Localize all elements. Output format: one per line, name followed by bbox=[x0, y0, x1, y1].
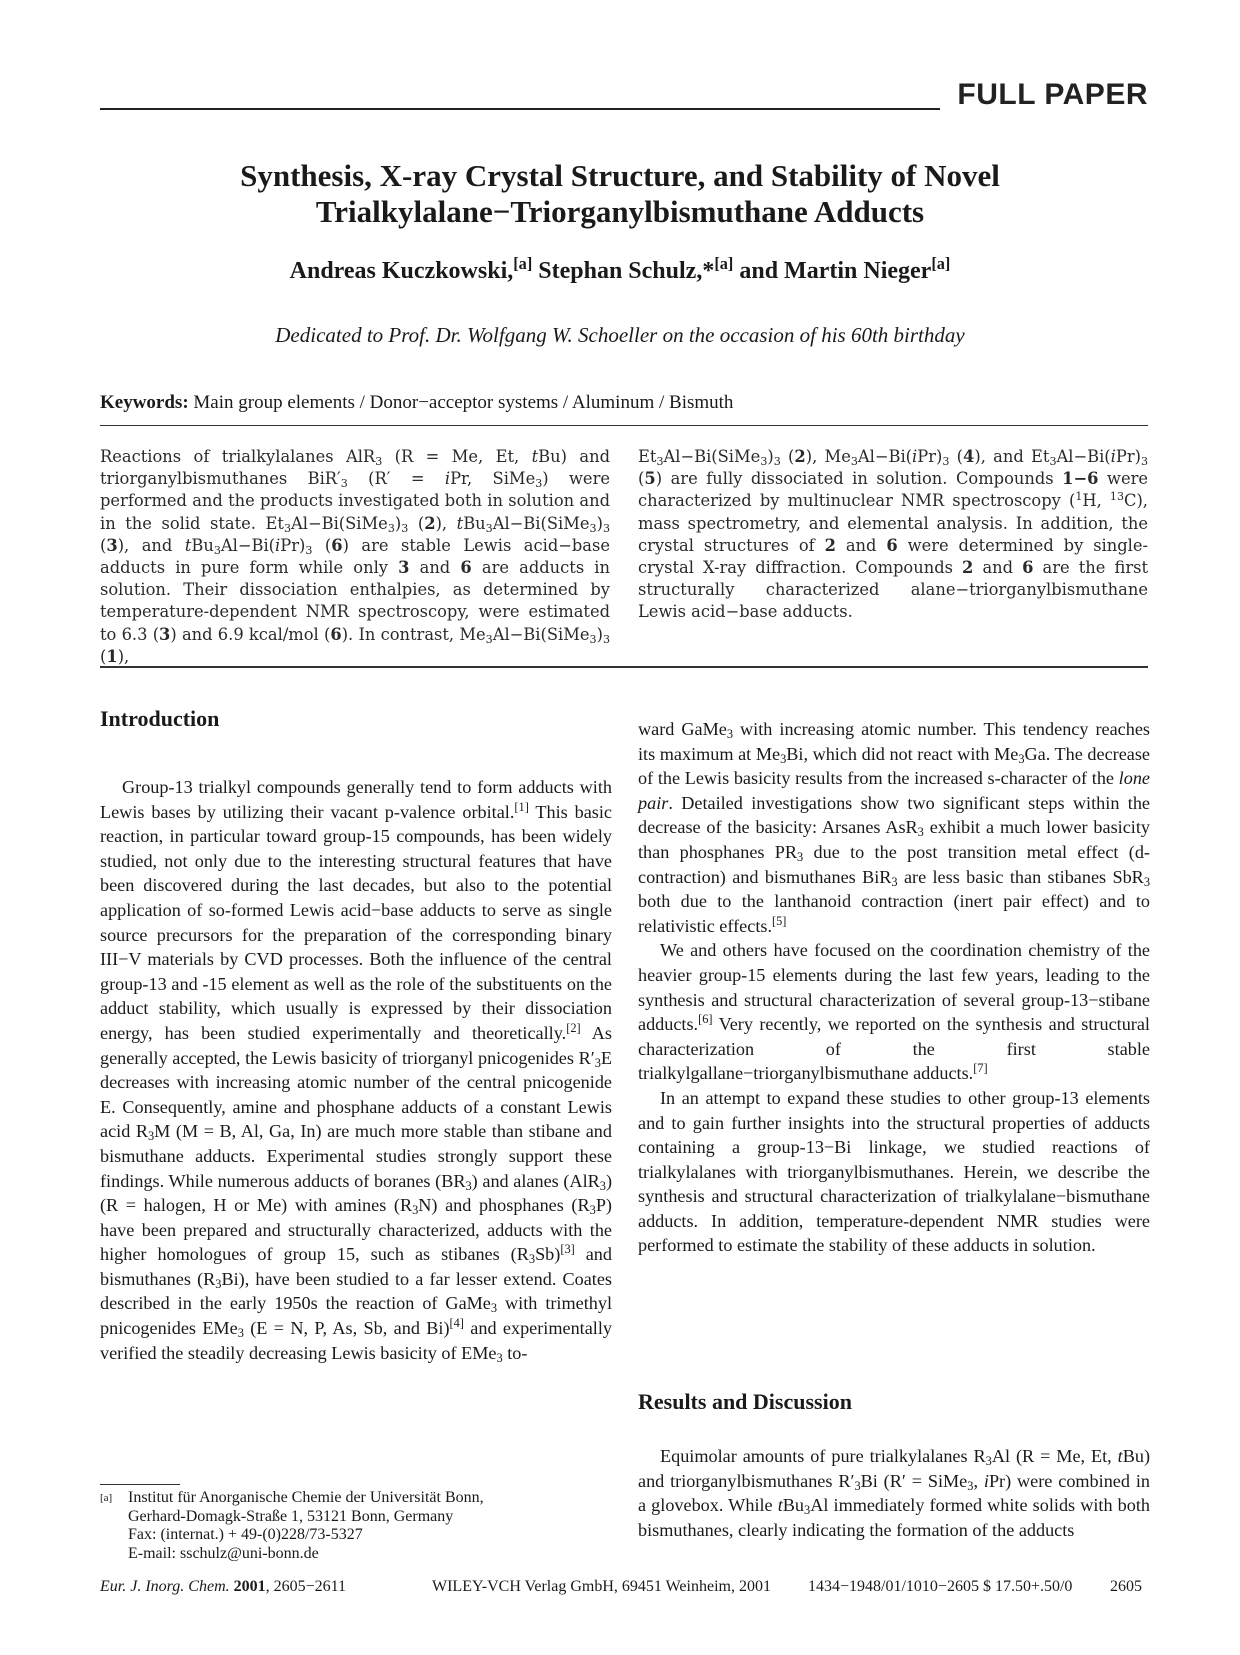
body-right-column bbox=[638, 717, 1150, 1258]
author-3: and Martin Nieger bbox=[739, 258, 932, 284]
results-paragraph bbox=[638, 1444, 1150, 1542]
intro-paragraph: We and others have focused on the coordination chemistry of the heavier group-15 elements during the last few years, leading to the synthesis and structural characterization of several group-13−stibane adducts.[6] Very recently, we reported on the synthesis and structural characterization of the first stable trialkylgallane−triorganylbismuthane adducts.[7] bbox=[638, 940, 1150, 1084]
footer-issn: 1434−1948/01/1010−2605 $ 17.50+.50/0 bbox=[808, 1578, 1073, 1595]
introduction-heading: Introduction bbox=[100, 706, 220, 731]
footer-citation bbox=[100, 1578, 346, 1596]
title-line-1: Synthesis, X-ray Crystal Structure, and Stability of Novel bbox=[240, 158, 1000, 193]
intro-paragraph: In an attempt to expand these studies to other group-13 elements and to gain further insights into the structural properties of adducts containing a group-13−Bi linkage, we studied reactions of trialkylalanes with triorganylbismuthanes. Herein, we describe the synthesis and structural characterization of trialkylalane−bismuthane adducts. In addition, temperature-dependent NMR studies were performed to estimate the stability of these adducts in solution. bbox=[638, 1087, 1150, 1256]
keywords bbox=[100, 392, 1150, 414]
affiliation-footnote bbox=[100, 1489, 620, 1563]
footnote-rule bbox=[100, 1484, 180, 1485]
keywords-label: Keywords: bbox=[100, 392, 189, 413]
author-1: Andreas Kuczkowski, bbox=[289, 258, 514, 284]
footnote-line-1: Institut für Anorganische Chemie der Universität Bonn, bbox=[128, 1489, 484, 1506]
section-label: FULL PAPER bbox=[957, 78, 1148, 111]
author-list bbox=[100, 254, 1140, 285]
header-rule bbox=[100, 108, 940, 110]
footer-year: 2001 bbox=[233, 1578, 266, 1595]
body-left-column bbox=[100, 775, 612, 1365]
author-1-affiliation: [a] bbox=[513, 254, 533, 274]
footnote-line-4: E-mail: sschulz@uni-bonn.de bbox=[128, 1544, 319, 1562]
author-2-affiliation: [a] bbox=[714, 254, 734, 274]
keywords-text: Main group elements / Donor−acceptor systems / Aluminum / Bismuth bbox=[193, 392, 734, 413]
dedication: Dedicated to Prof. Dr. Wolfgang W. Schoeller on the occasion of his 60th birthday bbox=[275, 323, 965, 347]
abstract-rule bbox=[100, 666, 1148, 668]
intro-paragraph: Group-13 trialkyl compounds generally tend to form adducts with Lewis bases by utilizing their vacant p-valence orbital.[1] This basic reaction, in particular toward group-15 compounds, has been widely studied, not only due to the interesting structural features that have been discovered during the last decades, but also to the potential application of so-formed Lewis acid−base adducts to serve as single source precursors for the preparation of the corresponding binary III−V materials by CVD processes. Both the influence of the central group-13 and -15 element as well as the role of the substituents on the adduct stability, which usually is expressed by their dissociation energy, has been studied experimentally and theoretically.[2] As generally accepted, the Lewis basicity of triorganyl pnicogenides $R'_3E$ decreases with increasing atomic number of the central pnicogenide E. Consequently, amine and phosphane adducts of a constant Lewis acid $R_3M$ (M = B, Al, Ga, In) are much more stable than stibane and bismuthane adducts. Experimental studies strongly support these findings. While numerous adducts of boranes $(BR_3)$ and alanes (AlR$_3$) (R = halogen, H or Me) with amines $(R_3N)$ and phosphanes $(R_3P)$ have been prepared and structurally characterized, adducts with the higher homologues of group 15, such as stibanes $(R_3Sb)[3]$ and bismuthanes $(R_3Bi)$, have been studied to a far lesser extend. Coates described in the early 1950s the reaction of GaMe$_3$ with trimethyl pnicogenides EMe$_3$ (E = N, P, As, Sb, and Bi)[4] and experimentally verified the steadily decreasing Lewis basicity of EMe$_3$ to- bbox=[100, 777, 612, 1365]
abstract-left-column: Reactions of trialkylalanes AlR$_3$ (R = Me, Et, tBu) and triorganylbismuthanes $BiR'_3$ (R′ = iPr, SiMe$_3$) were performed and the products investigated both in solution and in the solid state. $Et_3Al-Bi(SiMe_3)_3$ (2), $tBu_3Al-Bi(SiMe_3)_3$ (3), and $tBu_3Al-Bi(iPr)_3$ (6) are stable Lewis acid−base adducts in pure form while only 3 and 6 are adducts in solution. Their dissociation enthalpies, as determined by temperature-dependent NMR spectroscopy, were estimated to 6.3 (3) and 6.9 kcal/mol (6). In contrast, $Me_3Al-Bi(SiMe_3)_3$ (1), bbox=[100, 447, 611, 666]
footnote-line-3: Fax: (internat.) + 49-(0)228/73-5327 bbox=[128, 1526, 363, 1543]
footnote-line-2: Gerhard-Domagk-Straße 1, 53121 Bonn, Germany bbox=[128, 1507, 454, 1525]
footer-page-number: 2605 bbox=[1110, 1578, 1142, 1595]
intro-continuation: ward GaMe$_3$ with increasing atomic number. This tendency reaches its maximum at $Me_3Bi$, which did not react with $Me_3Ga$. The decrease of the Lewis basicity results from the increased s-character of the lone pair. Detailed investigations show two significant steps within the decrease of the basicity: Arsanes AsR$_3$ exhibit a much lower basicity than phosphanes $PR_3$ due to the post transition metal effect (d-contraction) and bismuthanes BiR$_3$ are less basic than stibanes SbR$_3$ both due to the lanthanoid contraction (inert pair effect) and to relativistic effects.[5] bbox=[638, 719, 1150, 936]
keywords-rule bbox=[100, 425, 1148, 426]
footer-publisher: WILEY-VCH Verlag GmbH, 69451 Weinheim, 2001 bbox=[432, 1578, 771, 1595]
footer-pages: , 2605−2611 bbox=[265, 1578, 347, 1595]
footnote-mark: [a] bbox=[100, 1492, 113, 1504]
results-text: Equimolar amounts of pure trialkylalanes $R_3Al$ (R = Me, Et, tBu) and triorganylbismuthanes $R'_3Bi$ (R′ = SiMe$_3$, iPr) were combined in a glovebox. While tBu$_3$Al immediately formed white solids with both bismuthanes, clearly indicating the formation of the adducts bbox=[638, 1446, 1150, 1540]
footer-journal: Eur. J. Inorg. Chem. bbox=[100, 1578, 230, 1595]
results-heading: Results and Discussion bbox=[638, 1389, 852, 1414]
author-2: Stephan Schulz,* bbox=[538, 258, 715, 284]
author-3-affiliation: [a] bbox=[931, 254, 951, 274]
article-title bbox=[100, 158, 1140, 230]
abstract-right-column: $Et_3Al-Bi(SiMe_3)_3$ (2), $Me_3Al-Bi(iPr)_3$ (4), and $Et_3Al-Bi(iPr)_3$ (5) are fully dissociated in solution. Compounds 1−6 were characterized by multinuclear NMR spectroscopy ($^1$H, $^{13}$C), mass spectrometry, and elemental analysis. In addition, the crystal structures of 2 and 6 were determined by single-crystal X-ray diffraction. Compounds 2 and 6 are the first structurally characterized alane−triorganylbismuthane Lewis acid−base adducts. bbox=[638, 447, 1149, 622]
title-line-2: Trialkylalane−Triorganylbismuthane Adducts bbox=[315, 194, 925, 229]
